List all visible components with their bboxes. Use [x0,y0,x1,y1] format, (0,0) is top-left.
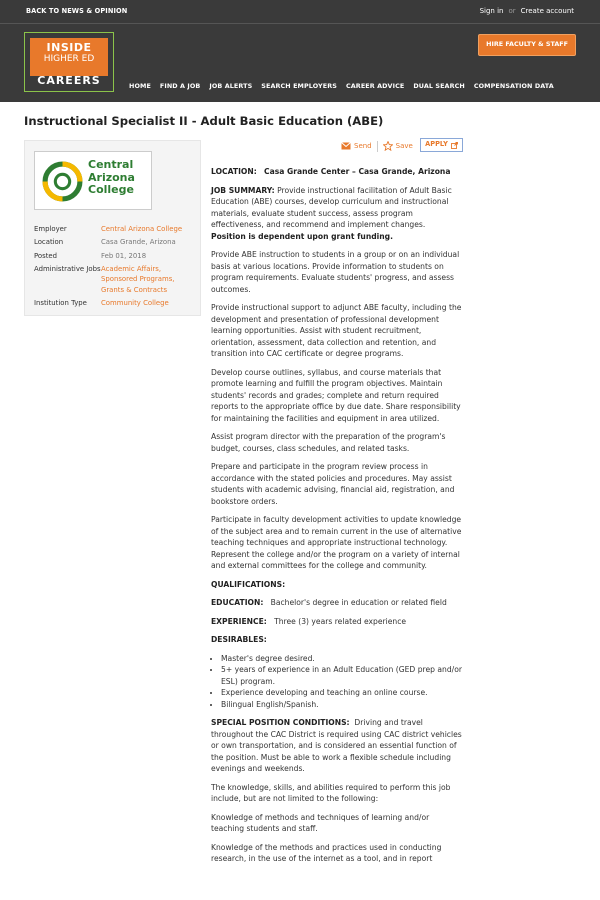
list-item: • Experience developing and teaching an online course. [221,687,463,699]
ksa-intro: The knowledge, skills, and abilities required to perform this job include, but are not limited to the following: [211,782,451,803]
meta-key: Location [34,238,64,247]
create-account-link[interactable]: Create account [520,7,574,15]
logo-badge [30,38,108,76]
employer-logo-line-2: Arizona [88,170,135,184]
college-emblem-icon [42,161,83,202]
list-item: • Bilingual English/Spanish. [221,699,463,711]
qualifications-label: QUALIFICATIONS: [211,579,286,589]
or-separator: or [508,7,516,15]
job-meta-list [34,224,194,312]
experience-paragraph [211,616,463,628]
duty-paragraph: Provide instructional support to adjunct ABE faculty, including the development and presentation of professional development learning opportunities. Assist with student recruitment, orientation, assessment, data collection and retention, and transition into CAC certificate or degree programs. [211,303,462,358]
meta-row-employer [34,224,194,234]
site-logo[interactable] [24,32,114,92]
special-label: SPECIAL POSITION CONDITIONS: [211,718,350,727]
summary-paragraph [211,185,463,243]
summary-label: JOB SUMMARY: [211,185,275,195]
nav-job-alerts[interactable]: JOB ALERTS [209,82,253,90]
employer-link[interactable]: Central Arizona College [101,225,183,233]
duty-paragraph: Provide ABE instruction to students in a group or on an individual basis at various locations. Provide information to students on program requirements. Evaluate students' progress, and assess outcomes. [211,250,460,294]
education-paragraph [211,597,463,609]
nav-search-employers[interactable]: SEARCH EMPLOYERS [261,82,337,90]
star-icon [383,141,393,151]
employer-logo-line-1: Central [88,158,134,171]
hire-faculty-button[interactable]: HIRE FACULTY & STAFF [478,34,576,56]
meta-key: Institution Type [34,299,87,308]
meta-row-institution-type [34,298,194,308]
education-label: EDUCATION: [211,598,264,607]
site-header [0,24,600,102]
apply-label: APPLY [425,140,448,149]
desirables-list [221,653,463,711]
top-bar [0,0,600,24]
education-value: Bachelor's degree in education or related field [270,598,447,607]
duty-paragraph: Prepare and participate in the program review process in accordance with the stated policies and procedures. May assist students with academic advising, financial aid, registration, and bookstore orders. [211,462,455,506]
auth-links [480,6,574,17]
meta-key: Administrative Jobs [34,265,101,274]
location-label: LOCATION: [211,167,257,176]
employer-logo-text [88,159,135,197]
nav-compensation-data[interactable]: COMPENSATION DATA [473,82,554,90]
employer-logo-line-3: College [88,183,134,197]
sign-in-link[interactable]: Sign in [479,7,504,15]
job-meta-card [24,140,201,316]
meta-row-location [34,237,194,247]
duty-paragraph: Develop course outlines, syllabus, and course materials that promote learning and fulfill the program objectives. Maintain students' records and grades; complete and return required reports to the appropriate office by due date. Share responsibility for maintaining the facilities and equipment in area utilized. [211,367,461,423]
summary-text: Provide instructional facilitation of Adult Basic Education (ABE) courses, develop curriculum and instructional materials, evaluate student success, assess program effectiveness, and recommend and implement changes. [211,185,452,229]
nav-home[interactable]: HOME [129,82,151,90]
employer-logo[interactable] [34,151,152,210]
meta-key: Posted [34,251,58,260]
grant-note: Position is dependent upon grant funding. [211,231,393,241]
list-item: • 5+ years of experience in an Adult Education (GED prep and/or ESL) program. [221,664,463,687]
experience-label: EXPERIENCE: [211,616,267,626]
duty-paragraph: Assist program director with the preparation of the program's budget, courses, class schedules, and related tasks. [211,432,446,453]
qualifications-heading [211,579,463,591]
meta-row-administrative-jobs [34,264,194,295]
send-label: Send [354,141,372,150]
experience-value: Three (3) years related experience [274,616,407,626]
desirables-heading [211,634,463,646]
envelope-icon [341,142,351,150]
external-link-icon [451,142,458,149]
main-nav [129,82,554,92]
job-description [211,166,463,872]
save-button[interactable] [383,141,413,152]
special-conditions-paragraph [211,717,463,775]
ksa-paragraph: Knowledge of the methods and practices used in conducting research, in the use of the internet as a tool, and in report [211,842,442,863]
ksa-paragraph: Knowledge of methods and techniques of learning and/or teaching students and staff. [211,812,430,833]
logo-line-3: CAREERS [37,73,101,87]
administrative-jobs-link[interactable]: Academic Affairs, Sponsored Programs, Grants & Contracts [101,265,175,294]
meta-value: Casa Grande, Arizona [101,238,176,247]
nav-find-a-job[interactable]: FIND A JOB [159,82,201,90]
send-button[interactable] [341,141,372,152]
job-title: Instructional Specialist II - Adult Basic Education (ABE) [24,114,384,128]
special-text: Driving and travel throughout the CAC District is required using CAC district vehicles or own transportation, and is considered an essential function of the position. Must be able to work a flexible schedule including evenings and weekends. [211,718,462,773]
nav-career-advice[interactable]: CAREER ADVICE [345,82,405,90]
institution-type-link[interactable]: Community College [101,299,169,308]
meta-row-posted [34,251,194,261]
logo-line-1: INSIDE [46,41,92,54]
apply-button[interactable] [420,138,463,152]
location-paragraph [211,166,463,178]
meta-value: Feb 01, 2018 [101,251,147,260]
location-value: Casa Grande Center – Casa Grande, Arizona [264,167,451,176]
nav-dual-search[interactable]: DUAL SEARCH [413,82,465,90]
list-item: • Master's degree desired. [221,653,463,665]
action-separator [377,141,378,152]
meta-key: Employer [34,225,67,233]
logo-line-2: HIGHER ED [43,54,95,64]
back-to-news-link[interactable]: BACK TO NEWS & OPINION [26,7,128,15]
duty-paragraph: Participate in faculty development activities to update knowledge of the subject area and to remain current in the use of alternative teaching techniques and appropriate instructional technology. Represent the college and/or the program on a variety of internal and external committees for the college and community. [211,515,462,570]
desirables-label: DESIRABLES: [211,635,267,644]
save-label: Save [395,141,413,150]
